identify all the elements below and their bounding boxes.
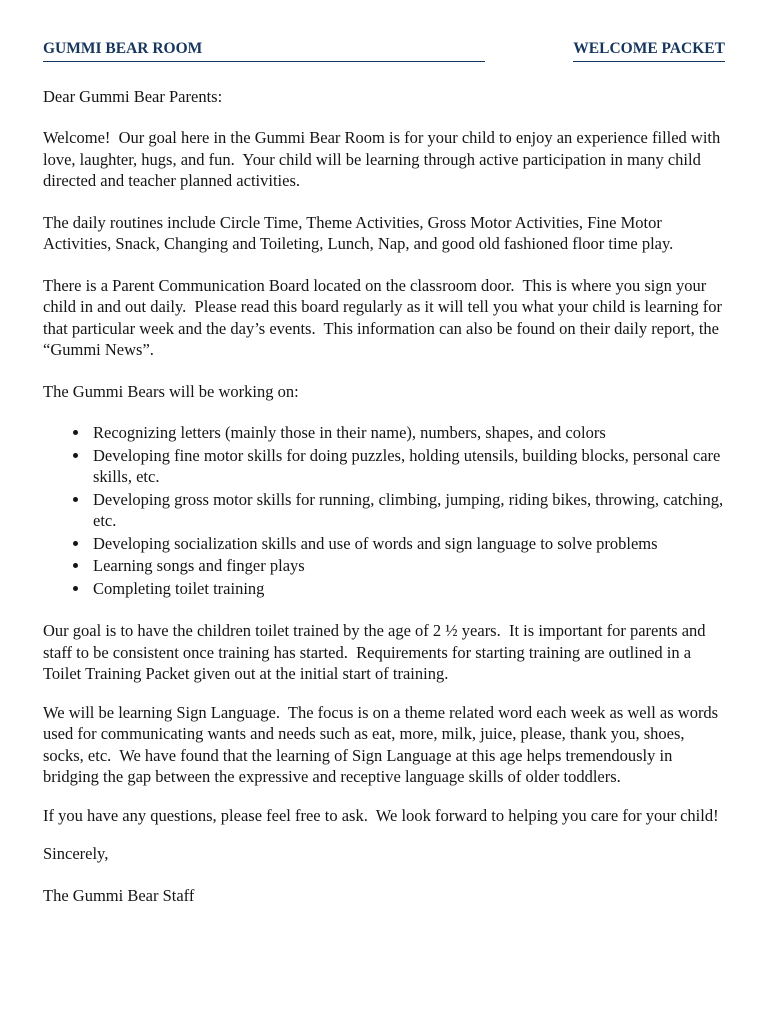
header-underline-fill (202, 38, 485, 62)
paragraph-toilet-training-goal: Our goal is to have the children toilet trained by the age of 2 ½ years. It is important for parents and staff to be consistent once training has started. Requirements for starting training are outlined in a Toilet Training Packet given out at the initial start of training. (43, 621, 710, 683)
list-item-socialization: • Developing socialization skills and use of words and sign language to solve problems (90, 533, 725, 555)
list-intro: The Gummi Bears will be working on: (43, 381, 299, 401)
document-header (43, 38, 725, 62)
paragraph-daily-routines: The daily routines include Circle Time, Theme Activities, Gross Motor Activities, Fine Motor Activities, Snack, Changing and Toileting, Lunch, Nap, and good old fashioned floor time play. (43, 212, 674, 253)
paragraph-questions: If you have any questions, please feel free to ask. We look forward to helping you care for your child! (43, 805, 719, 825)
list-item-fine-motor: • Developing fine motor skills for doing puzzles, holding utensils, building blocks, personal care skills, etc. (90, 445, 725, 488)
list-item-toilet-training: • Completing toilet training (90, 578, 725, 600)
list-item-gross-motor: • Developing gross motor skills for running, climbing, jumping, riding bikes, throwing, catching, etc. (90, 489, 725, 532)
packet-title: WELCOME PACKET (573, 38, 725, 62)
signature: The Gummi Bear Staff (43, 885, 195, 905)
document-page (43, 38, 725, 906)
list-item-recognizing-letters: • Recognizing letters (mainly those in their name), numbers, shapes, and colors (90, 422, 725, 444)
paragraph-sign-language: We will be learning Sign Language. The focus is on a theme related word each week as well as words used for communicating wants and needs such as eat, more, milk, juice, please, thank you, shoes, socks, etc. We have found that the learning of Sign Language at this age helps tremendously in bridging the gap between the expressive and receptive language skills of older toddlers. (43, 702, 723, 786)
working-on-list (43, 422, 725, 599)
room-title: GUMMI BEAR ROOM (43, 38, 202, 62)
closing: Sincerely, (43, 844, 109, 863)
paragraph-communication-board: There is a Parent Communication Board located on the classroom door. This is where you sign your child in and out daily. Please read this board regularly as it will tell you what your child is learning for that particular week and the day’s events. This information can also be found on their daily report, the “Gummi News”. (43, 275, 727, 359)
paragraph-welcome: Welcome! Our goal here in the Gummi Bear Room is for your child to enjoy an experience filled with love, laughter, hugs, and fun. Your child will be learning through active participation in many child directed and teacher planned activities. (43, 128, 725, 190)
list-item-songs: • Learning songs and finger plays (90, 555, 725, 577)
salutation: Dear Gummi Bear Parents: (43, 86, 223, 106)
